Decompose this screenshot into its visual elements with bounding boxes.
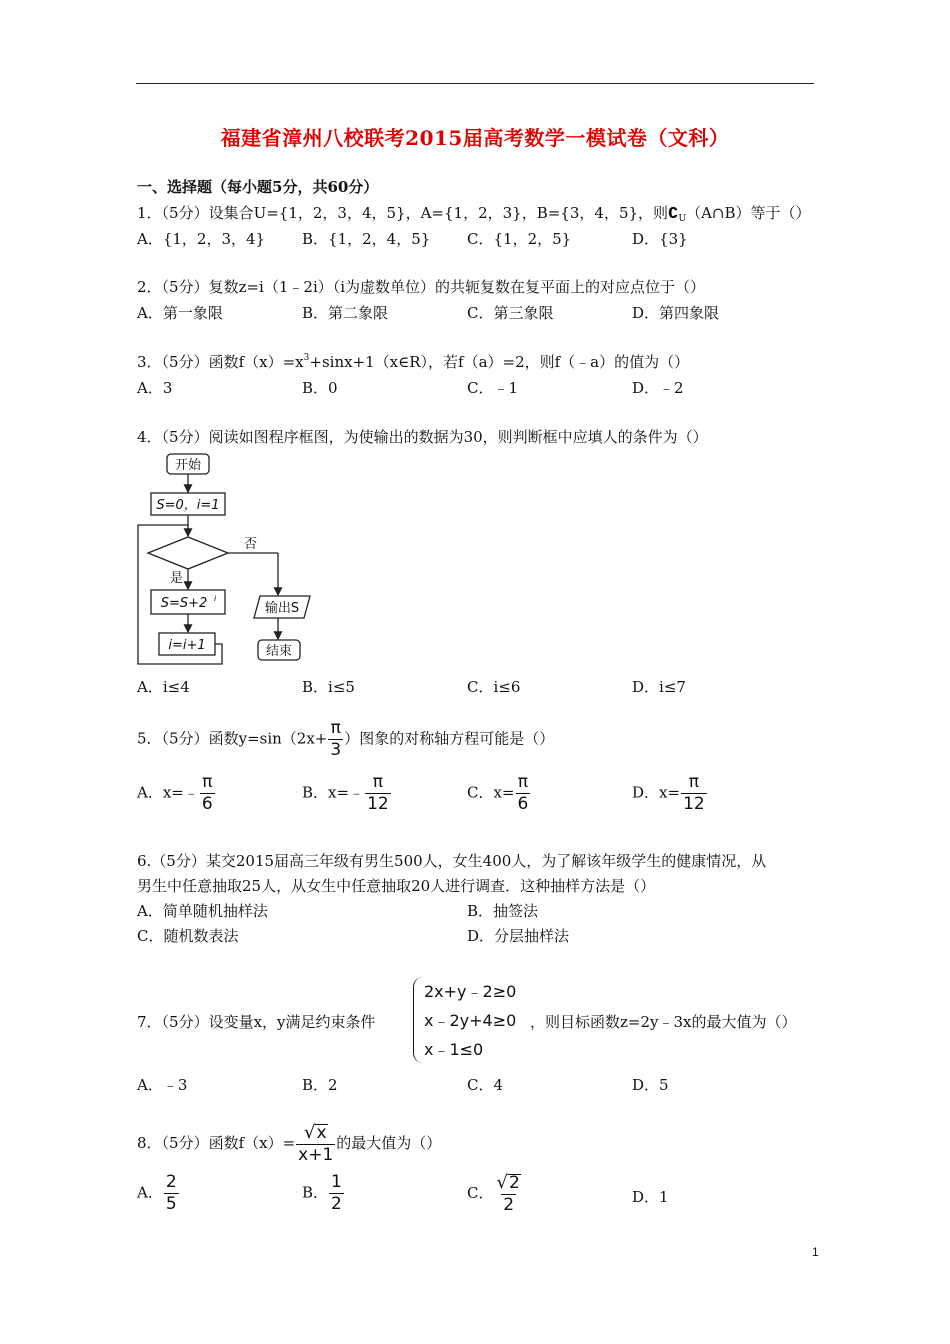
q5-option-c [467,774,531,813]
constraint-1: 2x+y﹣2≥0 [424,982,517,1001]
question-8 [137,1124,441,1164]
flow-no-label: 否 [244,537,258,552]
numerator [302,1124,330,1144]
denominator: 6 [201,794,213,814]
option-label: A．x=﹣ [137,783,199,802]
denominator: 6 [517,794,529,814]
constraint-system [413,977,516,1063]
exponent: 3 [303,353,310,363]
q2-option-b: B．第二象限 [302,304,389,322]
question-3-text-a: 3．（5分）函数f（x）=x [137,353,304,371]
numerator: π [372,772,383,792]
q8-option-a [137,1174,180,1213]
complement-symbol: ∁ [668,204,679,222]
q6-option-d: D．分层抽样法 [467,927,570,945]
q3-option-c: C．﹣1 [467,379,519,397]
q4-option-c: C．i≤6 [467,678,521,696]
option-label: C．x= [467,783,515,802]
q1-option-c: C．{1，2，5} [467,230,572,248]
numerator [494,1174,522,1194]
q1-option-b: B．{1，2，4，5} [302,230,431,248]
question-8-text-a: 8．（5分）函数f（x）= [137,1134,296,1152]
flow-output-label: 输出S [264,601,300,616]
q2-option-c: C．第三象限 [467,304,554,322]
question-4: 4．（5分）阅读如图程序框图，为使输出的数据为30，则判断框中应填人的条件为（） [137,428,708,446]
q6-option-c: C．随机数表法 [137,927,239,945]
q8-option-c [467,1174,524,1214]
q7-option-c: C．4 [467,1076,504,1094]
page-number: 1 [812,1245,819,1259]
q5-option-b [302,774,392,813]
q8-option-d: D．1 [632,1188,669,1206]
option-fraction [164,1174,179,1213]
q5-option-d [632,774,708,813]
fraction-pi-over-3 [328,720,343,759]
denominator: 2 [503,1195,515,1215]
question-1 [137,202,811,224]
page-title: 福建省漳州八校联考2015届高考数学一模试卷（文科） [220,126,730,150]
fraction-sqrt-x-over-x-plus-1 [296,1124,335,1164]
q6-option-b: B．抽签法 [467,902,539,920]
option-fraction [200,774,215,813]
question-5-text-b: ）图象的对称轴方程可能是（） [344,729,555,748]
complement-subscript: U [678,214,687,224]
q3-option-a: A．3 [137,379,173,397]
radicand: x [316,1123,327,1143]
flow-init-label: S=0，i=1 [156,498,220,513]
question-5 [137,720,554,759]
q2-option-a: A．第一象限 [137,304,223,322]
radical-glyph: √ [496,1172,508,1193]
top-rule [136,83,814,84]
question-7-text-a: 7．（5分）设变量x，y满足约束条件 [137,1013,376,1031]
option-label: B．x=﹣ [302,783,365,802]
q7-option-d: D．5 [632,1076,669,1094]
denominator: x+1 [298,1145,334,1165]
flow-update-s-exponent: i [214,594,217,603]
flow-yes-label: 是 [170,571,184,586]
numerator: π [330,718,341,738]
denominator: 12 [367,794,389,814]
option-fraction [329,1174,344,1213]
q7-option-b: B．2 [302,1076,338,1094]
numerator: π [517,772,529,792]
question-1-text-b: （A∩B）等于（） [686,204,811,222]
q2-option-d: D．第四象限 [632,304,720,322]
flow-update-s-label: S=S+2 [160,596,208,611]
option-fraction [516,774,531,813]
question-2: 2．（5分）复数z=i（1﹣2i）（i为虚数单位）的共轭复数在复平面上的对应点位于（） [137,278,706,296]
q4-option-d: D．i≤7 [632,678,686,696]
numerator: 1 [331,1172,342,1192]
q3-option-b: B．0 [302,379,338,397]
question-8-text-b: 的最大值为（） [336,1134,442,1152]
q8-option-b [302,1174,345,1213]
sqrt-sign [304,1124,328,1142]
denominator: 5 [165,1194,177,1214]
constraint-3: x﹣1≤0 [424,1040,484,1059]
denominator: 3 [330,740,342,760]
question-6-line-1: 6.（5分）某交2015届高三年级有男生500人，女生400人，为了解该年级学生的健康情况，从 [137,852,767,870]
q4-option-b: B．i≤5 [302,678,355,696]
question-5-text-a: 5．（5分）函数y=sin（2x+ [137,729,328,748]
option-label: B． [302,1183,329,1202]
q3-option-d: D．﹣2 [632,379,684,397]
q7-option-a: A．﹣3 [137,1076,188,1094]
option-fraction [681,774,707,813]
sqrt-sign [496,1174,520,1192]
question-6-line-2: 男生中任意抽取25人，从女生中任意抽取20人进行调查．这种抽样方法是（） [137,877,656,895]
numerator: π [688,772,699,792]
q1-option-d: D．{3} [632,230,688,248]
option-fraction [365,774,391,813]
flow-end-label: 结束 [265,644,293,659]
flow-update-i-label: i=i+1 [168,638,206,653]
question-1-text-a: 1．（5分）设集合U={1，2，3，4，5}，A={1，2，3}，B={3，4，5}，则 [137,204,669,222]
option-label: C． [467,1184,494,1202]
option-fraction [494,1174,522,1214]
flowchart [136,452,326,672]
radicand: 2 [508,1173,520,1193]
question-3 [137,351,689,372]
question-3-text-b: +sinx+1（x∈R），若f（a）=2，则f（﹣a）的值为（） [309,353,690,371]
q4-option-a: A．i≤4 [137,678,190,696]
denominator: 2 [331,1194,342,1214]
q1-option-a: A．{1，2，3，4} [137,230,266,248]
numerator: 2 [165,1172,177,1192]
section-heading: 一、选择题（每小题5分，共60分） [137,178,379,196]
q6-option-a: A．简单随机抽样法 [137,902,268,920]
option-label: D．x= [632,783,681,802]
flow-decision-diamond [148,537,228,569]
question-7-text-b: ，则目标函数z=2y﹣3x的最大值为（） [530,1013,797,1031]
numerator: π [202,772,213,792]
flow-start-label: 开始 [174,458,202,473]
option-label: A． [137,1183,163,1202]
q5-option-a [137,774,216,813]
constraint-2: x﹣2y+4≥0 [424,1011,517,1030]
denominator: 12 [683,794,705,814]
radical-glyph: √ [303,1122,316,1143]
